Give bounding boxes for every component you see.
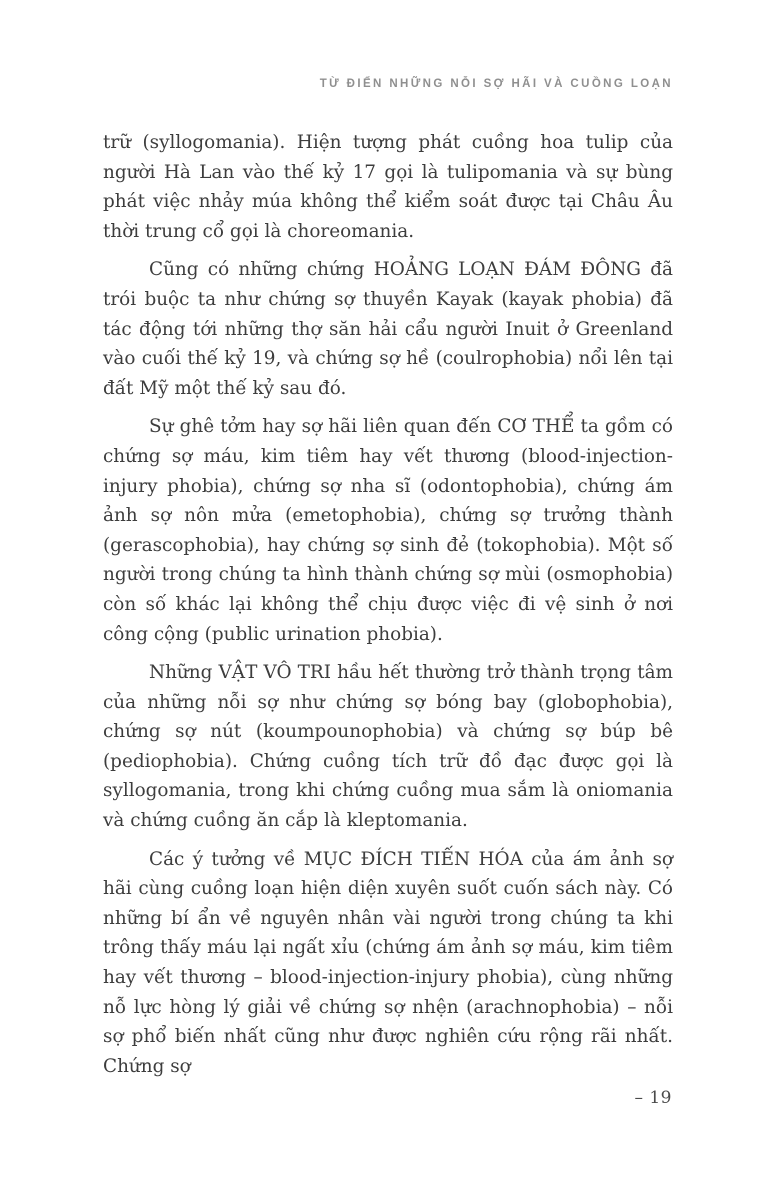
paragraph-2: Cũng có những chứng HOẢNG LOẠN ĐÁM ĐÔNG đã trói buộc ta như chứng sợ thuyền Kayak (kayak phobia) đã tác động tới những thợ săn hải cẩu người Inuit ở Greenland vào cuối thế kỷ 19, và chứng sợ hề (coulrophobia) nổi lên tại đất Mỹ một thế kỷ sau đó.: [103, 259, 673, 399]
paragraph-3: Sự ghê tởm hay sợ hãi liên quan đến CƠ THỂ ta gồm có chứng sợ máu, kim tiêm hay vết thương (blood-injection-injury phobia), chứng sợ nha sĩ (odontophobia), chứng ám ảnh sợ nôn mửa (emetophobia), chứng sợ trưởng thành (gerascophobia), hay chứng sợ sinh đẻ (tokophobia). Một số người trong chúng ta hình thành chứng sợ mùi (osmophobia) còn số khác lại không thể chịu được việc đi vệ sinh ở nơi công cộng (public urination phobia).: [103, 416, 673, 645]
running-header: TỪ ĐIỂN NHỮNG NỖI SỢ HÃI VÀ CUỒNG LOẠN: [319, 78, 673, 90]
paragraph-4: Những VẬT VÔ TRI hầu hết thường trở thành trọng tâm của những nỗi sợ như chứng sợ bóng bay (globophobia), chứng sợ nút (koumpounophobia) và chứng sợ búp bê (pediophobia). Chứng cuồng tích trữ đồ đạc được gọi là syllogomania, trong khi chứng cuồng mua sắm là oniomania và chứng cuồng ăn cắp là kleptomania.: [103, 662, 673, 832]
page-number: – 19: [634, 1088, 672, 1108]
page-content: [103, 128, 673, 1090]
paragraph-5: Các ý tưởng về MỤC ĐÍCH TIẾN HÓA của ám ảnh sợ hãi cùng cuồng loạn hiện diện xuyên suốt cuốn sách này. Có những bí ẩn về nguyên nhân vài người trong chúng ta khi trông thấy máu lại ngất xỉu (chứng ám ảnh sợ máu, kim tiêm hay vết thương – blood-injection-injury phobia), cùng những nỗ lực hòng lý giải về chứng sợ nhện (arachnophobia) – nỗi sợ phổ biến nhất cũng như được nghiên cứu rộng rãi nhất. Chứng sợ: [103, 848, 673, 1077]
paragraph-1: trữ (syllogomania). Hiện tượng phát cuồng hoa tulip của người Hà Lan vào thế kỷ 17 gọi là tulipomania và sự bùng phát việc nhảy múa không thể kiểm soát được tại Châu Âu thời trung cổ gọi là choreomania.: [103, 132, 673, 242]
